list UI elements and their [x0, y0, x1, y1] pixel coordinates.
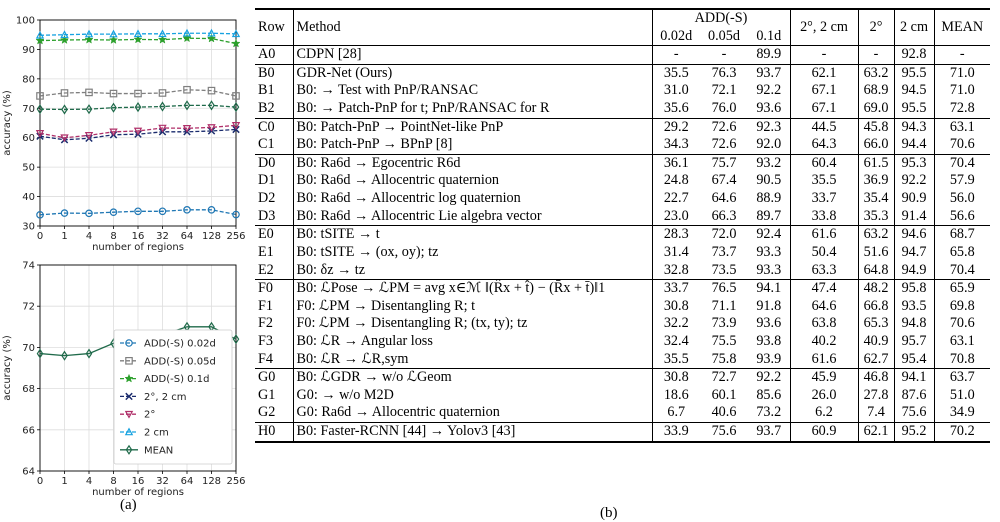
row-id-cell: E1	[258, 243, 274, 260]
method-cell: F0: ℒPM → Disentangling R; t	[293, 298, 652, 316]
value-cell: 51.6	[858, 244, 894, 262]
value-cell: 70.8	[934, 351, 990, 369]
value-cell: 23.0	[652, 208, 700, 226]
value-cell: -	[858, 46, 894, 65]
value-cell: 92.4	[748, 226, 790, 244]
value-cell: 70.4	[934, 262, 990, 280]
value-cell: 68.9	[858, 82, 894, 100]
x-axis-label: number of regions	[92, 242, 184, 253]
method-cell: B0: tSITE → (ox, oy); tz	[293, 244, 652, 262]
x-tick-label: 0	[36, 476, 44, 487]
method-cell: G0: Ra6d → Allocentric quaternion	[293, 404, 652, 422]
x-tick-label: 16	[131, 231, 145, 242]
value-cell: 44.5	[790, 118, 858, 136]
header-add-group: ADD(-S)	[652, 9, 790, 28]
legend-label: ADD(-S) 0.02d	[144, 338, 216, 350]
table-row	[255, 100, 990, 118]
header-deg-cm: 2°, 2 cm	[790, 9, 858, 46]
panel-a	[0, 0, 250, 522]
value-cell: 51.0	[934, 387, 990, 405]
value-cell: 48.2	[858, 280, 894, 298]
header-method: Method	[293, 9, 652, 46]
header-deg: 2°	[858, 9, 894, 46]
value-cell: 45.8	[858, 118, 894, 136]
value-cell: 92.8	[894, 46, 934, 65]
x-tick-label: 256	[226, 476, 246, 487]
value-cell: 30.8	[652, 369, 700, 387]
table-row	[255, 333, 990, 351]
table-row	[255, 154, 990, 172]
value-cell: 68.7	[934, 226, 990, 244]
value-cell: 72.8	[934, 100, 990, 118]
value-cell: 72.6	[711, 136, 737, 153]
x-tick-label: 8	[110, 231, 117, 242]
x-tick-label: 4	[85, 476, 93, 487]
method-cell: B0: Patch-PnP → BPnP [8]	[293, 136, 652, 154]
value-cell: 65.9	[934, 280, 990, 298]
y-tick-label: 40	[22, 192, 35, 204]
table-group	[255, 423, 990, 442]
method-cell: F0: ℒPM → Disentangling R; (tx, ty); tz	[293, 315, 652, 333]
value-cell: 73.5	[711, 261, 737, 278]
value-cell: 93.7	[748, 423, 790, 442]
value-cell: 75.5	[711, 332, 737, 349]
method-cell: B0: Ra6d → Egocentric R6d	[293, 154, 652, 172]
value-cell: 93.7	[748, 64, 790, 82]
value-cell: -	[934, 46, 990, 65]
value-cell: 92.2	[894, 172, 934, 190]
value-cell: 88.9	[756, 190, 782, 207]
value-cell: 75.6	[700, 423, 748, 442]
value-cell: 64.6	[711, 190, 737, 207]
value-cell: 92.3	[748, 118, 790, 136]
value-cell: 94.9	[894, 262, 934, 280]
value-cell: 50.4	[790, 244, 858, 262]
value-cell: 70.6	[934, 315, 990, 333]
y-axis-label: accuracy (%)	[2, 90, 13, 156]
value-cell: 91.4	[894, 208, 934, 226]
value-cell: 93.2	[748, 154, 790, 172]
table-row	[255, 369, 990, 387]
value-cell: 75.8	[711, 350, 737, 367]
row-id-cell: G1	[258, 386, 276, 403]
value-cell: 89.7	[756, 207, 782, 224]
table-row	[255, 280, 990, 298]
value-cell: 33.7	[790, 190, 858, 208]
y-tick-label: 68	[22, 384, 35, 396]
value-cell: 67.4	[711, 172, 737, 189]
value-cell: 28.3	[652, 226, 700, 244]
value-cell: 90.9	[894, 190, 934, 208]
value-cell: 34.3	[652, 136, 700, 154]
value-cell: 66.8	[858, 298, 894, 316]
legend-label: 2 cm	[144, 427, 169, 439]
value-cell: 61.5	[858, 154, 894, 172]
table-row	[255, 423, 990, 442]
row-id-cell: D2	[258, 190, 276, 207]
table-row	[255, 64, 990, 82]
method-cell: B0: ℒR → Angular loss	[293, 333, 652, 351]
table-row	[255, 172, 990, 190]
panel-b	[255, 8, 990, 521]
value-cell: 93.8	[756, 332, 782, 349]
method-cell: B0: ℒR → ℒR,sym	[293, 351, 652, 369]
value-cell: 65.8	[934, 244, 990, 262]
value-cell: 71.0	[934, 64, 990, 82]
value-cell: 60.4	[790, 154, 858, 172]
value-cell: 30.8	[652, 298, 700, 316]
value-cell: 64.3	[790, 136, 858, 154]
value-cell: 26.0	[790, 387, 858, 405]
legend-label: MEAN	[144, 445, 174, 457]
value-cell: 56.0	[934, 190, 990, 208]
value-cell: 95.5	[894, 64, 934, 82]
method-cell: CDPN [28]	[293, 46, 652, 65]
value-cell: 94.8	[894, 315, 934, 333]
table-group	[255, 369, 990, 423]
value-cell: 29.2	[652, 118, 700, 136]
x-tick-label: 8	[110, 476, 117, 487]
value-cell: 85.6	[756, 386, 782, 403]
table-group	[255, 118, 990, 154]
row-id-cell: E2	[258, 261, 274, 278]
value-cell: 63.7	[934, 369, 990, 387]
value-cell: 93.6	[756, 315, 782, 332]
row-id-cell: D1	[258, 172, 276, 189]
table-row	[255, 262, 990, 280]
value-cell: 63.1	[934, 118, 990, 136]
method-cell: B0: Ra6d → Allocentric Lie algebra vector	[293, 208, 652, 226]
x-tick-label: 0	[36, 231, 44, 242]
value-cell: 93.5	[894, 298, 934, 316]
value-cell: 34.9	[934, 404, 990, 422]
row-id-cell: F2	[258, 315, 273, 332]
value-cell: 94.6	[894, 226, 934, 244]
value-cell: 63.2	[858, 226, 894, 244]
y-tick-label: 100	[15, 15, 35, 27]
table-row	[255, 298, 990, 316]
method-cell: B0: → Patch-PnP for t; PnP/RANSAC for R	[293, 100, 652, 118]
value-cell: 35.6	[652, 100, 700, 118]
value-cell: 73.2	[756, 404, 782, 421]
value-cell: 95.4	[894, 351, 934, 369]
value-cell: 35.5	[652, 64, 700, 82]
value-cell: 75.7	[700, 154, 748, 172]
value-cell: 6.2	[790, 404, 858, 422]
x-tick-label: 256	[226, 231, 246, 242]
value-cell: 32.4	[652, 333, 700, 351]
method-cell: B0: Patch-PnP → PointNet-like PnP	[293, 118, 652, 136]
table-row	[255, 351, 990, 369]
value-cell: 73.7	[711, 243, 737, 260]
value-cell: 33.7	[652, 280, 700, 298]
value-cell: 73.9	[711, 315, 737, 332]
value-cell: 66.0	[858, 136, 894, 154]
value-cell: 33.8	[790, 208, 858, 226]
value-cell: 63.8	[790, 315, 858, 333]
table-row	[255, 136, 990, 154]
ablation-line-charts	[0, 0, 250, 500]
value-cell: 47.4	[790, 280, 858, 298]
value-cell: 31.4	[652, 244, 700, 262]
row-id-cell: F0	[255, 280, 293, 298]
x-tick-label: 32	[156, 231, 169, 242]
y-tick-label: 70	[22, 342, 35, 354]
value-cell: 33.9	[652, 423, 700, 442]
value-cell: 92.2	[756, 82, 782, 99]
row-id-cell: G2	[258, 404, 276, 421]
table-row	[255, 82, 990, 100]
table-row	[255, 190, 990, 208]
value-cell: 69.8	[934, 298, 990, 316]
value-cell: 61.6	[790, 226, 858, 244]
value-cell: 92.2	[748, 369, 790, 387]
value-cell: 65.3	[858, 315, 894, 333]
y-tick-label: 74	[22, 260, 35, 272]
y-tick-label: 60	[22, 133, 35, 145]
method-cell: B0: Faster-RCNN [44] → Yolov3 [43]	[293, 423, 652, 442]
value-cell: 94.7	[894, 244, 934, 262]
row-id-cell: D3	[258, 207, 276, 224]
table-group	[255, 154, 990, 225]
value-cell: 40.9	[858, 333, 894, 351]
value-cell: 24.8	[652, 172, 700, 190]
header-add-01: 0.1d	[756, 27, 782, 44]
row-id-cell: G0	[255, 369, 293, 387]
ablation-results-table	[255, 8, 990, 443]
method-cell: B0: ℒPose → ℒPM = avg x∈ℳ ‖(R̂x + t̂) − (R̄x + t̄)‖1	[293, 280, 652, 298]
value-cell: 62.7	[858, 351, 894, 369]
value-cell: 76.0	[711, 100, 737, 117]
y-tick-label: 70	[22, 103, 35, 115]
row-id-cell: H0	[255, 423, 293, 442]
header-cm: 2 cm	[894, 9, 934, 46]
value-cell: 91.8	[756, 297, 782, 314]
x-tick-label: 128	[201, 476, 222, 487]
value-cell: 32.2	[652, 315, 700, 333]
legend-label: 2°	[144, 409, 156, 421]
table-row	[255, 46, 990, 65]
x-tick-label: 1	[61, 476, 68, 487]
y-tick-label: 64	[22, 466, 35, 478]
caption-b: (b)	[600, 505, 618, 521]
method-cell: B0: Ra6d → Allocentric log quaternion	[293, 190, 652, 208]
method-cell: B0: → Test with PnP/RANSAC	[293, 82, 652, 100]
value-cell: 71.0	[934, 82, 990, 100]
value-cell: 75.6	[894, 404, 934, 422]
value-cell: 62.1	[858, 423, 894, 442]
value-cell: 95.2	[894, 423, 934, 442]
value-cell: 72.0	[700, 226, 748, 244]
value-cell: 72.1	[711, 82, 737, 99]
table-row	[255, 387, 990, 405]
row-id-cell: F4	[258, 350, 273, 367]
value-cell: 62.1	[790, 64, 858, 82]
value-cell: 60.1	[711, 386, 737, 403]
row-id-cell: D0	[255, 154, 293, 172]
value-cell: 6.7	[652, 404, 700, 422]
value-cell: 64.8	[858, 262, 894, 280]
x-tick-label: 64	[180, 231, 194, 242]
value-cell: 95.5	[894, 100, 934, 118]
method-cell: G0: → w/o M2D	[293, 387, 652, 405]
method-cell: B0: ℒGDR → w/o ℒGeom	[293, 369, 652, 387]
value-cell: 92.0	[756, 136, 782, 153]
table-row	[255, 404, 990, 422]
x-tick-label: 32	[156, 476, 169, 487]
header-mean: MEAN	[934, 9, 990, 46]
header-add-005: 0.05d	[708, 27, 740, 44]
value-cell: 27.8	[858, 387, 894, 405]
header-add-002: 0.02d	[652, 28, 700, 46]
value-cell: 94.1	[894, 369, 934, 387]
legend-label: ADD(-S) 0.05d	[144, 356, 216, 368]
value-cell: 94.4	[894, 136, 934, 154]
row-id-cell: B2	[258, 100, 275, 117]
value-cell: 35.5	[652, 351, 700, 369]
y-tick-label: 90	[22, 44, 35, 56]
value-cell: 31.0	[652, 82, 700, 100]
row-id-cell: E0	[255, 226, 293, 244]
table-group	[255, 280, 990, 369]
table-group	[255, 226, 990, 280]
y-tick-label: 66	[22, 425, 35, 437]
value-cell: 95.8	[894, 280, 934, 298]
value-cell: 63.3	[790, 262, 858, 280]
value-cell: 35.5	[790, 172, 858, 190]
value-cell: 35.4	[858, 190, 894, 208]
value-cell: 36.1	[652, 154, 700, 172]
value-cell: 69.0	[858, 100, 894, 118]
table-row	[255, 315, 990, 333]
value-cell: 36.9	[858, 172, 894, 190]
table-group	[255, 64, 990, 118]
value-cell: 67.1	[790, 100, 858, 118]
value-cell: 94.3	[894, 118, 934, 136]
table-row	[255, 208, 990, 226]
y-tick-label: 50	[22, 162, 35, 174]
row-id-cell: F3	[258, 332, 273, 349]
header-row: Row	[255, 9, 293, 46]
method-cell: B0: tSITE → t	[293, 226, 652, 244]
value-cell: 76.5	[700, 280, 748, 298]
value-cell: 40.2	[790, 333, 858, 351]
value-cell: 93.3	[756, 243, 782, 260]
value-cell: 70.4	[934, 154, 990, 172]
value-cell: 63.1	[934, 333, 990, 351]
value-cell: 72.6	[700, 118, 748, 136]
y-tick-label: 30	[22, 221, 35, 233]
value-cell: 89.9	[748, 46, 790, 65]
legend-label: ADD(-S) 0.1d	[144, 374, 210, 386]
y-axis-label: accuracy (%)	[2, 335, 13, 401]
method-cell: GDR-Net (Ours)	[293, 64, 652, 82]
value-cell: 94.5	[894, 82, 934, 100]
table-row	[255, 244, 990, 262]
value-cell: 18.6	[652, 387, 700, 405]
x-tick-label: 1	[61, 231, 68, 242]
value-cell: 67.1	[790, 82, 858, 100]
method-cell: B0: Ra6d → Allocentric quaternion	[293, 172, 652, 190]
value-cell: 46.8	[858, 369, 894, 387]
value-cell: 63.2	[858, 64, 894, 82]
value-cell: 71.1	[711, 297, 737, 314]
value-cell: -	[790, 46, 858, 65]
value-cell: 94.1	[748, 280, 790, 298]
value-cell: -	[652, 46, 700, 65]
method-cell: B0: δz → tz	[293, 262, 652, 280]
value-cell: 64.6	[790, 298, 858, 316]
value-cell: 60.9	[790, 423, 858, 442]
value-cell: 66.3	[711, 207, 737, 224]
value-cell: 90.5	[756, 172, 782, 189]
value-cell: 93.9	[756, 350, 782, 367]
row-id-cell: C1	[258, 136, 275, 153]
value-cell: 40.6	[711, 404, 737, 421]
table-row	[255, 226, 990, 244]
row-id-cell: B1	[258, 82, 275, 99]
y-tick-label: 80	[22, 74, 35, 86]
x-tick-label: 16	[131, 476, 145, 487]
value-cell: 57.9	[934, 172, 990, 190]
value-cell: 72.7	[700, 369, 748, 387]
row-id-cell: A0	[255, 46, 293, 65]
x-tick-label: 4	[85, 231, 93, 242]
legend-label: 2°, 2 cm	[144, 391, 187, 403]
x-tick-label: 64	[180, 476, 194, 487]
value-cell: 93.3	[756, 261, 782, 278]
value-cell: 35.3	[858, 208, 894, 226]
value-cell: 56.6	[934, 208, 990, 226]
x-tick-label: 128	[201, 231, 222, 242]
value-cell: 70.2	[934, 423, 990, 442]
value-cell: 93.6	[756, 100, 782, 117]
x-axis-label: number of regions	[92, 487, 184, 498]
value-cell: 76.3	[700, 64, 748, 82]
row-id-cell: F1	[258, 297, 273, 314]
value-cell: 45.9	[790, 369, 858, 387]
value-cell: -	[700, 46, 748, 65]
value-cell: 7.4	[858, 404, 894, 422]
value-cell: 95.3	[894, 154, 934, 172]
y-tick-label: 72	[22, 301, 35, 313]
value-cell: 61.6	[790, 351, 858, 369]
table-group	[255, 46, 990, 65]
value-cell: 95.7	[894, 333, 934, 351]
row-id-cell: B0	[255, 64, 293, 82]
value-cell: 70.6	[934, 136, 990, 154]
caption-a: (a)	[120, 497, 137, 513]
row-id-cell: C0	[255, 118, 293, 136]
value-cell: 87.6	[894, 387, 934, 405]
value-cell: 22.7	[652, 190, 700, 208]
table-row	[255, 118, 990, 136]
value-cell: 32.8	[652, 262, 700, 280]
